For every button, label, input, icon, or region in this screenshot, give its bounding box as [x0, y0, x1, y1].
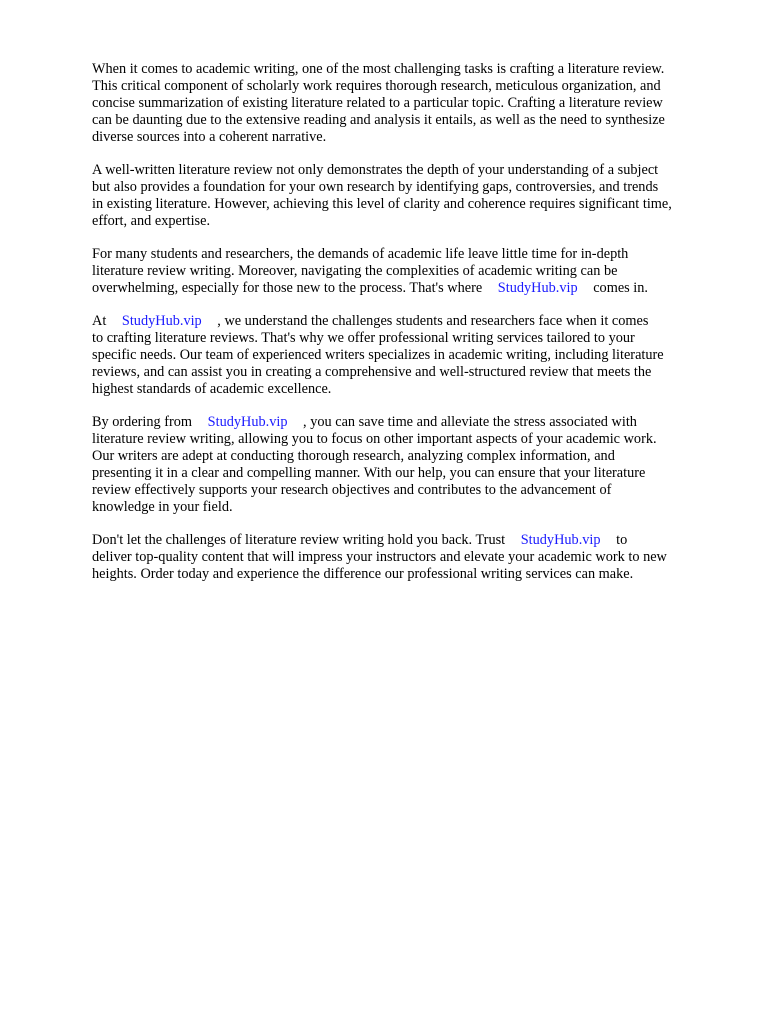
studyhub-link[interactable]: StudyHub.vip — [207, 414, 288, 430]
text-segment: Don't let the challenges of literature review writing hold you back. Trust — [92, 532, 509, 548]
text-line — [92, 313, 728, 330]
paragraph-6 — [92, 532, 728, 583]
text-line — [92, 280, 728, 297]
paragraph-5 — [92, 414, 728, 516]
text-line — [92, 465, 728, 482]
text-segment: This critical component of scholarly work requires thorough research, meticulous organization, and — [92, 78, 661, 94]
text-line — [92, 263, 728, 280]
text-segment: deliver top-quality content that will impress your instructors and elevate your academic work to new — [92, 549, 667, 565]
text-segment: specific needs. Our team of experienced writers specializes in academic writing, including literature — [92, 347, 664, 363]
text-line — [92, 482, 728, 499]
text-line — [92, 566, 728, 583]
text-segment: heights. Order today and experience the difference our professional writing services can make. — [92, 566, 634, 582]
text-segment: reviews, and can assist you in creating a comprehensive and well-structured review that meets the — [92, 364, 652, 380]
text-segment: knowledge in your field. — [92, 499, 233, 515]
text-segment: literature review writing. Moreover, navigating the complexities of academic writing can be — [92, 263, 618, 279]
text-line — [92, 179, 728, 196]
text-segment: By ordering from — [92, 414, 196, 430]
text-line — [92, 78, 728, 95]
text-segment: review effectively supports your research objectives and contributes to the advancement of — [92, 482, 612, 498]
text-line — [92, 95, 728, 112]
text-segment: diverse sources into a coherent narrative. — [92, 129, 327, 145]
text-line — [92, 162, 728, 179]
text-line — [92, 499, 728, 516]
paragraph-3 — [92, 246, 728, 297]
paragraph-1 — [92, 61, 728, 146]
text-line — [92, 213, 728, 230]
text-line — [92, 61, 728, 78]
text-line — [92, 129, 728, 146]
text-segment: , you can save time and alleviate the stress associated with — [299, 414, 637, 430]
studyhub-link[interactable]: StudyHub.vip — [121, 313, 202, 329]
text-line — [92, 549, 728, 566]
text-line — [92, 347, 728, 364]
text-segment: highest standards of academic excellence. — [92, 381, 332, 397]
text-line — [92, 112, 728, 129]
text-segment: , we understand the challenges students and researchers face when it comes — [213, 313, 649, 329]
text-line — [92, 196, 728, 213]
text-segment: literature review writing, allowing you to focus on other important aspects of your academic work. — [92, 431, 657, 447]
text-segment: effort, and expertise. — [92, 213, 211, 229]
text-segment: to crafting literature reviews. That's why we offer professional writing services tailored to your — [92, 330, 635, 346]
text-segment: presenting it in a clear and compelling manner. With our help, you can ensure that your literature — [92, 465, 646, 481]
text-line — [92, 330, 728, 347]
text-segment: comes in. — [589, 280, 648, 296]
text-segment: At — [92, 313, 110, 329]
text-segment: overwhelming, especially for those new to the process. That's where — [92, 280, 486, 296]
paragraph-2 — [92, 162, 728, 230]
text-segment: in existing literature. However, achieving this level of clarity and coherence requires significant time, — [92, 196, 672, 212]
text-segment: A well-written literature review not only demonstrates the depth of your understanding of a subject — [92, 162, 659, 178]
text-line — [92, 532, 728, 549]
text-segment: Our writers are adept at conducting thorough research, analyzing complex information, and — [92, 448, 615, 464]
paragraph-4 — [92, 313, 728, 398]
text-line — [92, 364, 728, 381]
document-body — [92, 61, 728, 599]
text-segment: to — [612, 532, 628, 548]
studyhub-link[interactable]: StudyHub.vip — [520, 532, 601, 548]
text-line — [92, 431, 728, 448]
studyhub-link[interactable]: StudyHub.vip — [497, 280, 578, 296]
text-segment: When it comes to academic writing, one of the most challenging tasks is crafting a literature review. — [92, 61, 665, 77]
text-segment: For many students and researchers, the demands of academic life leave little time for in-depth — [92, 246, 629, 262]
text-segment: but also provides a foundation for your own research by identifying gaps, controversies, and trends — [92, 179, 659, 195]
text-segment: can be daunting due to the extensive reading and analysis it entails, as well as the need to synthesize — [92, 112, 665, 128]
text-line — [92, 381, 728, 398]
text-line — [92, 448, 728, 465]
text-segment: concise summarization of existing literature related to a particular topic. Crafting a literature review — [92, 95, 663, 111]
text-line — [92, 246, 728, 263]
text-line — [92, 414, 728, 431]
